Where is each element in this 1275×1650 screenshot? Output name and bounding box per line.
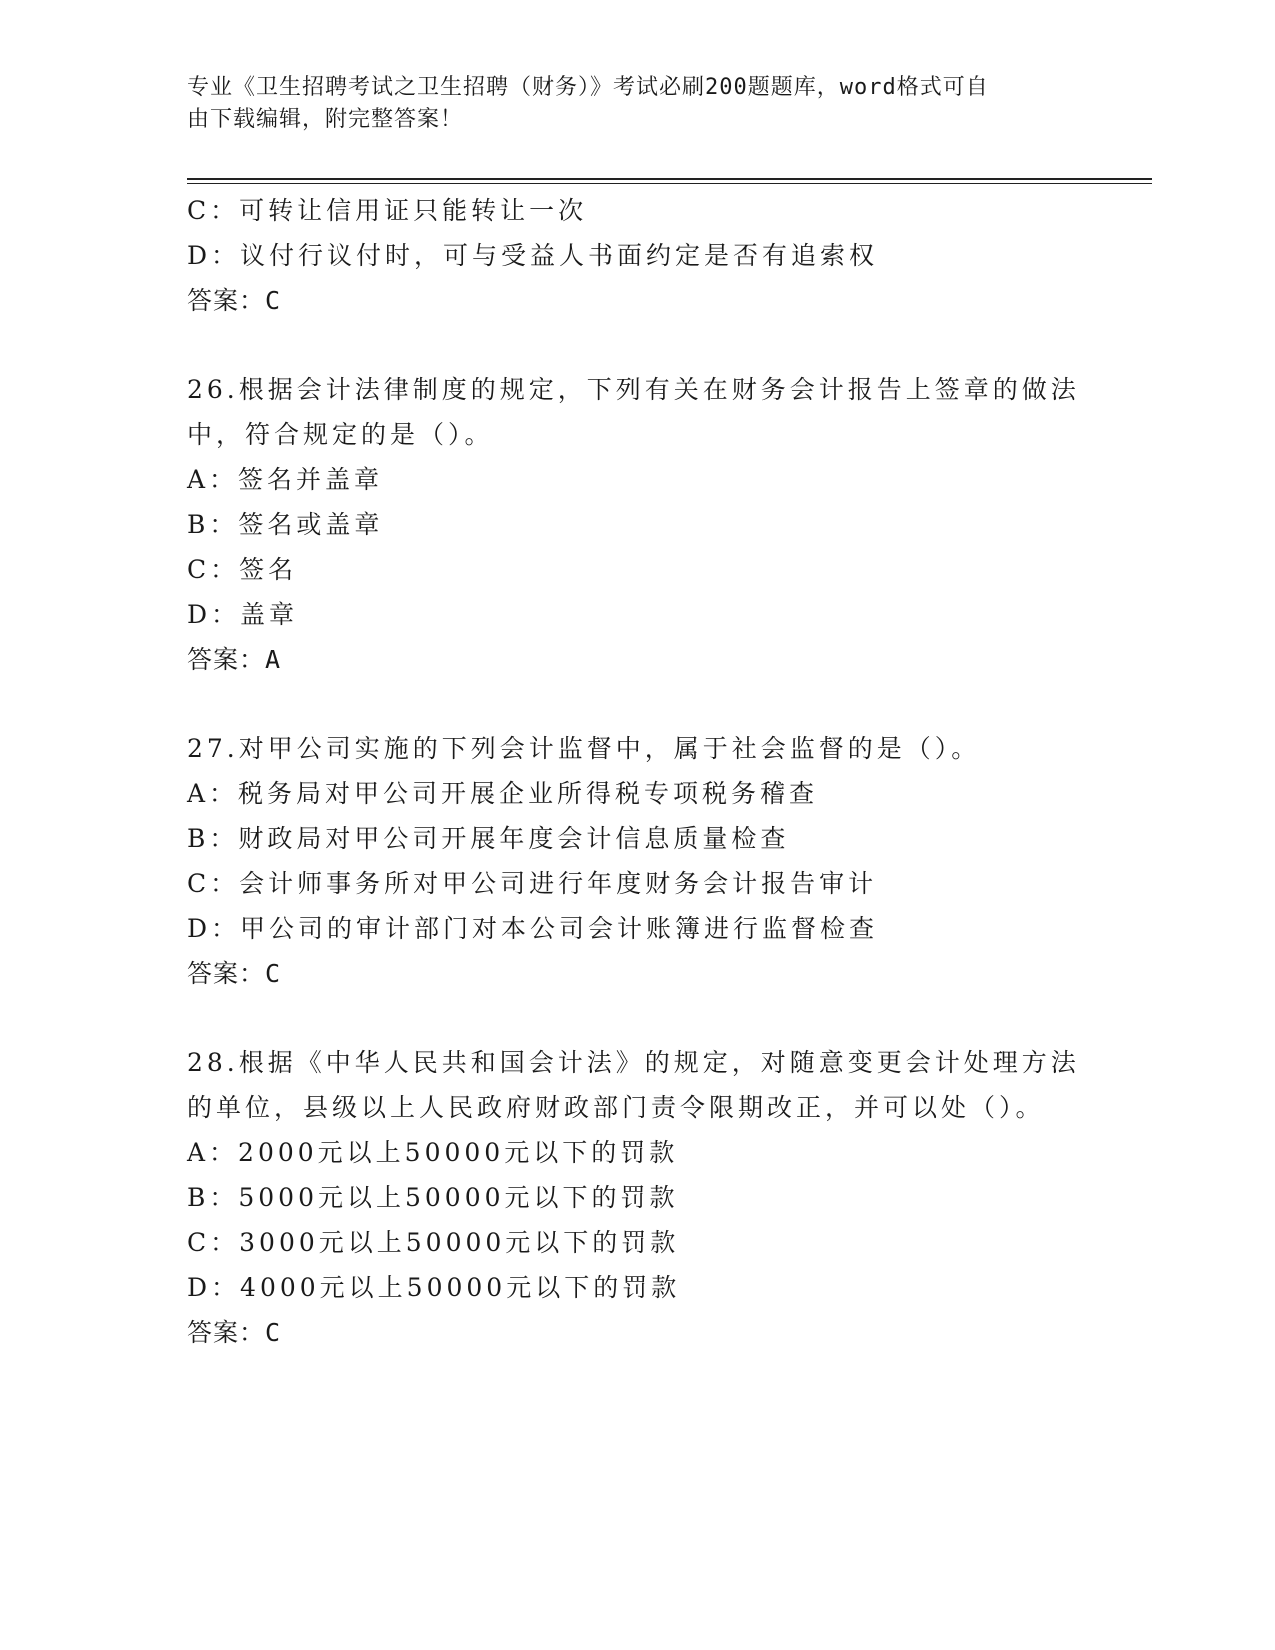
question-25-continuation xyxy=(187,188,1087,323)
answer-line: 答案：C xyxy=(187,286,282,315)
option-d: D：4000元以上50000元以下的罚款 xyxy=(187,1273,681,1302)
document-header xyxy=(187,72,1067,136)
option-b: B：5000元以上50000元以下的罚款 xyxy=(187,1183,679,1212)
question-text-line: 26.根据会计法律制度的规定，下列有关在财务会计报告上签章的做法 xyxy=(187,375,1080,404)
question-text-line: 27.对甲公司实施的下列会计监督中，属于社会监督的是（）。 xyxy=(187,734,981,763)
question-text-line: 的单位，县级以上人民政府财政部门责令限期改正，并可以处（）。 xyxy=(187,1093,1045,1122)
option-c: C：签名 xyxy=(187,555,298,584)
question-text-line: 中，符合规定的是（）。 xyxy=(187,420,494,449)
option-c: C：3000元以上50000元以下的罚款 xyxy=(187,1228,680,1257)
header-rule-thin xyxy=(187,183,1152,184)
answer-line: 答案：C xyxy=(187,1318,282,1347)
header-line-2: 由下载编辑，附完整答案！ xyxy=(187,107,464,132)
header-line-1: 专业《卫生招聘考试之卫生招聘（财务）》考试必刷200题题库，word格式可自 xyxy=(187,75,989,100)
answer-line: 答案：A xyxy=(187,645,282,674)
question-26 xyxy=(187,367,1087,682)
option-b: B：签名或盖章 xyxy=(187,510,384,539)
header-rule-thick xyxy=(187,178,1152,180)
answer-line: 答案：C xyxy=(187,959,282,988)
option-a: A：2000元以上50000元以下的罚款 xyxy=(187,1138,679,1167)
question-text-line: 28.根据《中华人民共和国会计法》的规定，对随意变更会计处理方法 xyxy=(187,1048,1080,1077)
option-b: B：财政局对甲公司开展年度会计信息质量检查 xyxy=(187,824,790,853)
option-c: C：会计师事务所对甲公司进行年度财务会计报告审计 xyxy=(187,869,878,898)
option-a: A：税务局对甲公司开展企业所得税专项税务稽查 xyxy=(187,779,819,808)
question-27 xyxy=(187,726,1087,996)
document-body xyxy=(187,188,1087,1355)
option-c: C：可转让信用证只能转让一次 xyxy=(187,196,588,225)
option-d: D：盖章 xyxy=(187,600,299,629)
question-28 xyxy=(187,1040,1087,1355)
option-a: A：签名并盖章 xyxy=(187,465,384,494)
option-d: D：议付行议付时，可与受益人书面约定是否有追索权 xyxy=(187,241,879,270)
option-d: D：甲公司的审计部门对本公司会计账簿进行监督检查 xyxy=(187,914,879,943)
